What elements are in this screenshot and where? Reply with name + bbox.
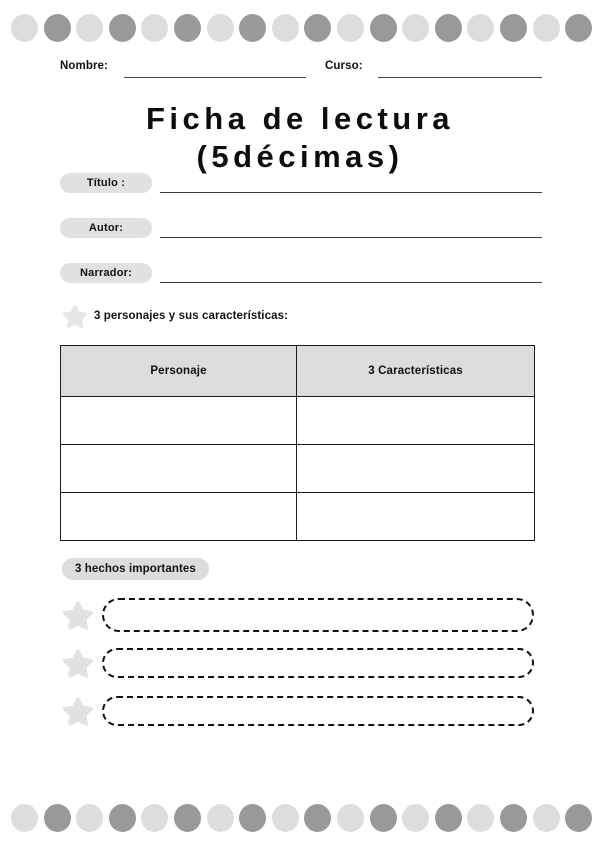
decorative-dot <box>565 14 592 42</box>
decorative-dot <box>533 804 560 832</box>
decorative-dot <box>272 804 299 832</box>
decorative-dot <box>500 804 527 832</box>
decorative-dot <box>272 14 299 42</box>
autor-label-pill <box>60 218 152 238</box>
decorative-dot <box>109 804 136 832</box>
field-row-narrador <box>60 263 542 285</box>
cell-personaje[interactable] <box>61 445 297 493</box>
facts-heading-text: 3 hechos importantes <box>75 563 196 575</box>
facts-section-heading <box>62 558 209 580</box>
decorative-dot <box>533 14 560 42</box>
decorative-dot <box>337 14 364 42</box>
decorative-dot <box>337 804 364 832</box>
titulo-input[interactable] <box>160 192 542 193</box>
cell-caracteristicas[interactable] <box>297 493 535 541</box>
table-row <box>61 493 535 541</box>
characters-heading-text: 3 personajes y sus características: <box>94 310 289 322</box>
page-title-line-1: Ficha de lectura <box>145 101 455 136</box>
table-row <box>61 397 535 445</box>
table-row <box>61 445 535 493</box>
table-header-caracteristicas: 3 Características <box>297 346 535 397</box>
decorative-dot <box>239 804 266 832</box>
decorative-dot <box>44 14 71 42</box>
cell-personaje[interactable] <box>61 493 297 541</box>
fact-item <box>62 694 534 728</box>
nombre-input[interactable] <box>124 77 306 78</box>
decorative-dot <box>141 804 168 832</box>
decorative-dot <box>76 804 103 832</box>
fact-input-3[interactable] <box>102 696 534 726</box>
fact-item <box>62 598 534 632</box>
decorative-dot <box>141 14 168 42</box>
star-icon <box>62 695 94 727</box>
decorative-dot <box>11 804 38 832</box>
titulo-label-pill <box>60 173 152 193</box>
decorative-dot <box>44 804 71 832</box>
decorative-dot <box>370 14 397 42</box>
decorative-dot <box>370 804 397 832</box>
decorative-dot <box>239 14 266 42</box>
page-title <box>0 100 600 176</box>
narrador-label-pill <box>60 263 152 283</box>
student-header-row <box>60 60 542 82</box>
decorative-dot <box>565 804 592 832</box>
decorative-dot <box>402 14 429 42</box>
narrador-input[interactable] <box>160 282 542 283</box>
decorative-dot <box>435 804 462 832</box>
characters-table <box>60 345 535 541</box>
cell-caracteristicas[interactable] <box>297 445 535 493</box>
decorative-dot <box>109 14 136 42</box>
decorative-dot <box>207 804 234 832</box>
decorative-dot <box>207 14 234 42</box>
decorative-dot <box>174 804 201 832</box>
table-header-row <box>61 346 535 397</box>
decorative-dot <box>402 804 429 832</box>
star-icon <box>62 303 88 329</box>
decorative-dot <box>435 14 462 42</box>
decorative-dot <box>174 14 201 42</box>
table-header-personaje: Personaje <box>61 346 297 397</box>
curso-input[interactable] <box>378 77 542 78</box>
curso-label: Curso: <box>325 60 363 72</box>
decorative-dot <box>11 14 38 42</box>
decorative-dot <box>304 804 331 832</box>
fact-input-1[interactable] <box>102 598 534 632</box>
page-title-line-2: (5décimas) <box>196 139 404 174</box>
bottom-dot-border <box>0 803 600 833</box>
decorative-dot <box>467 14 494 42</box>
decorative-dot <box>304 14 331 42</box>
fact-input-2[interactable] <box>102 648 534 678</box>
star-icon <box>62 647 94 679</box>
decorative-dot <box>500 14 527 42</box>
star-icon <box>62 599 94 631</box>
cell-personaje[interactable] <box>61 397 297 445</box>
titulo-label: Título : <box>86 177 126 189</box>
cell-caracteristicas[interactable] <box>297 397 535 445</box>
field-row-autor <box>60 218 542 240</box>
fact-item <box>62 646 534 680</box>
top-dot-border <box>0 13 600 43</box>
autor-input[interactable] <box>160 237 542 238</box>
autor-label: Autor: <box>88 222 124 234</box>
field-row-titulo <box>60 173 542 195</box>
characters-section-heading <box>62 302 462 330</box>
decorative-dot <box>467 804 494 832</box>
decorative-dot <box>76 14 103 42</box>
nombre-label: Nombre: <box>60 60 108 72</box>
narrador-label: Narrador: <box>80 267 132 279</box>
